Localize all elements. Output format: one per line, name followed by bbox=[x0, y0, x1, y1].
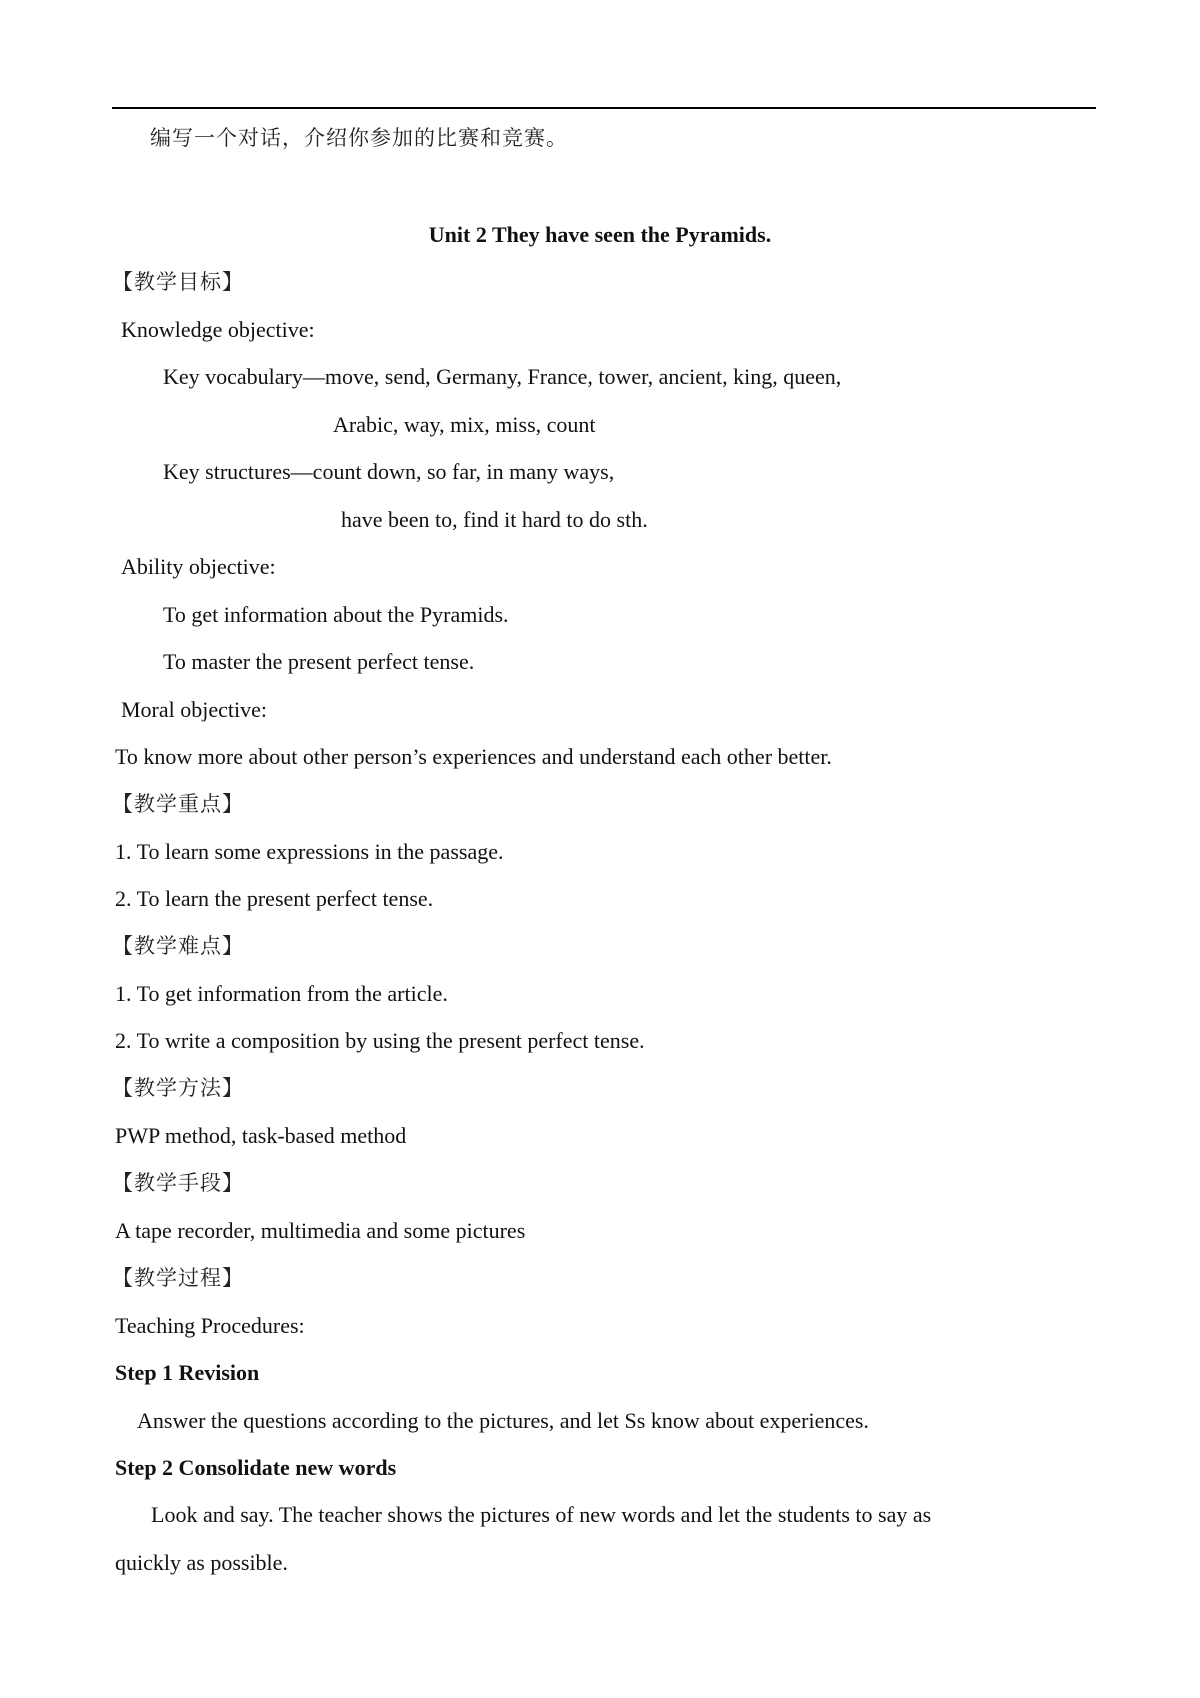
methods-heading: 【教学方法】 bbox=[112, 1076, 244, 1100]
key-point-2: 2. To learn the present perfect tense. bbox=[115, 886, 434, 911]
difficult-point-1: 1. To get information from the article. bbox=[115, 981, 448, 1006]
intro-task: 编写一个对话，介绍你参加的比赛和竞赛。 bbox=[150, 126, 568, 150]
step2-text-line2: quickly as possible. bbox=[115, 1550, 288, 1575]
step1-text: Answer the questions according to the pictures, and let Ss know about experiences. bbox=[137, 1408, 869, 1433]
moral-objective-label: Moral objective: bbox=[121, 697, 268, 722]
process-heading: 【教学过程】 bbox=[112, 1266, 244, 1290]
step1-title: Step 1 Revision bbox=[115, 1360, 260, 1385]
key-vocabulary-line2: Arabic, way, mix, miss, count bbox=[333, 412, 596, 437]
key-structures-line2: have been to, find it hard to do sth. bbox=[341, 507, 648, 532]
objectives-heading: 【教学目标】 bbox=[112, 270, 244, 294]
step2-text-line1: Look and say. The teacher shows the pictures of new words and let the students to say as bbox=[151, 1502, 932, 1527]
key-vocabulary-line1: Key vocabulary—move, send, Germany, France, tower, ancient, king, queen, bbox=[163, 364, 842, 389]
difficult-point-2: 2. To write a composition by using the present perfect tense. bbox=[115, 1028, 645, 1053]
ability-item-2: To master the present perfect tense. bbox=[163, 649, 475, 674]
methods-text: PWP method, task-based method bbox=[115, 1123, 407, 1148]
aids-heading: 【教学手段】 bbox=[112, 1171, 244, 1195]
difficult-points-heading: 【教学难点】 bbox=[112, 934, 244, 958]
unit-title: Unit 2 They have seen the Pyramids. bbox=[428, 222, 772, 247]
key-points-heading: 【教学重点】 bbox=[112, 792, 244, 816]
key-point-1: 1. To learn some expressions in the passage. bbox=[115, 839, 504, 864]
aids-text: A tape recorder, multimedia and some pictures bbox=[115, 1218, 526, 1243]
ability-objective-label: Ability objective: bbox=[121, 554, 276, 579]
step2-title: Step 2 Consolidate new words bbox=[115, 1455, 397, 1480]
header-rule bbox=[112, 107, 1096, 109]
moral-objective-text: To know more about other person’s experiences and understand each other better. bbox=[115, 744, 832, 769]
ability-item-1: To get information about the Pyramids. bbox=[163, 602, 509, 627]
key-structures-line1: Key structures—count down, so far, in many ways, bbox=[163, 459, 615, 484]
knowledge-objective-label: Knowledge objective: bbox=[121, 317, 315, 342]
teaching-procedures-label: Teaching Procedures: bbox=[115, 1313, 305, 1338]
